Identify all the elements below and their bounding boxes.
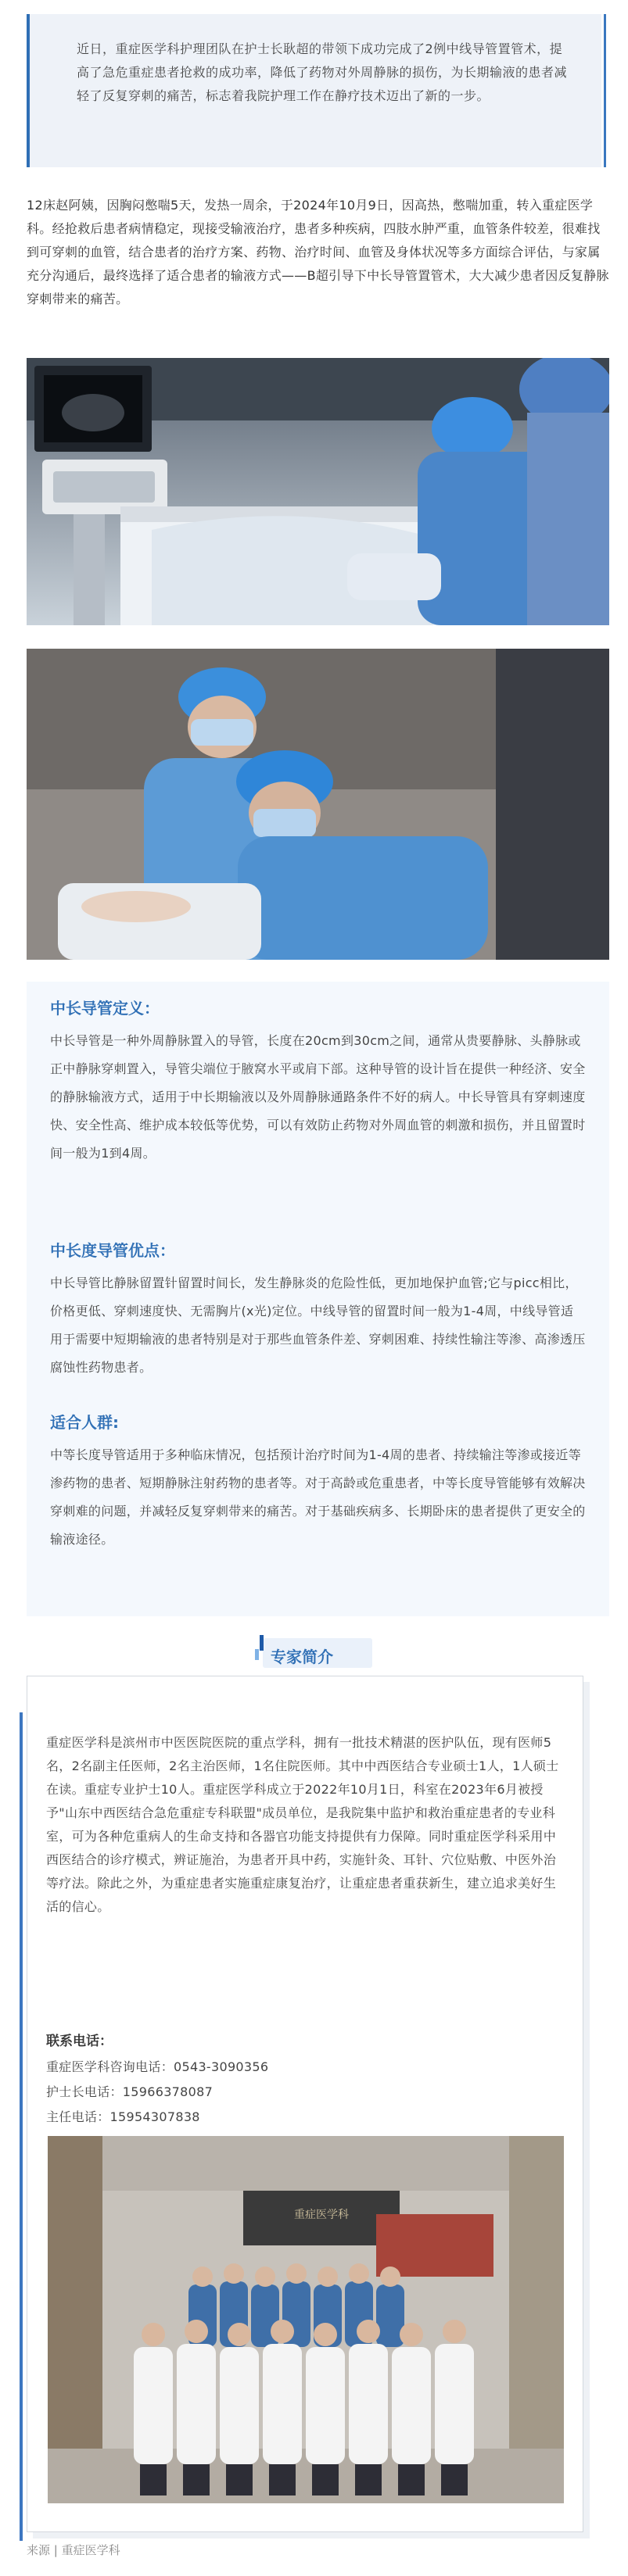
advantages-text: 中长导管比静脉留置针留置时间长，发生静脉炎的危险性低，更加地保护血管;它与picc相比，价格更低、穿刺速度快、无需胸片(x光)定位。中线导管的留置时间一般为1-4周，中线导管适用于需要中短期输液的患者特别是对于那些血管条件差、穿刺困难、持续性输注等渗、高渗透压腐蚀性药物患者。 bbox=[50, 1275, 586, 1375]
info-box bbox=[27, 982, 609, 1616]
intro-quote-text: 近日，重症医学科护理团队在护士长耿超的带领下成功完成了2例中线导管置管术，提高了急危重症患者抢救的成功率，降低了药物对外周静脉的损伤，为长期输液的患者减轻了反复穿刺的痛苦，标志着我院护理工作在静疗技术迈出了新的一步。 bbox=[77, 41, 568, 103]
contact-heading: 联系电话： bbox=[46, 2034, 113, 2049]
contact-director-phone: 主任电话：15954307838 bbox=[46, 2109, 200, 2124]
title-accent-mark bbox=[260, 1635, 264, 1651]
expert-title-text: 专家简介 bbox=[271, 1648, 333, 1666]
card-accent-edge bbox=[20, 1712, 23, 2541]
advantages-heading: 中长度导管优点： bbox=[50, 1241, 175, 1260]
contact-head-nurse-phone: 护士长电话：15966378087 bbox=[46, 2084, 214, 2099]
source-footer: 来源 | 重症医学科 bbox=[27, 2543, 120, 2557]
intro-quote-box bbox=[27, 14, 601, 167]
case-paragraph: 12床赵阿姨，因胸闷憋喘5天，发热一周余，于2024年10月9日，因高热，憋喘加重，转入重症医学科。经抢救后患者病情稳定，现接受输液治疗，患者多种疾病，四肢水肿严重，血管条件较差，很难找到可穿刺的血管，结合患者的治疗方案、药物、治疗时间、血管及身体状况等多方面综合评估，与家属充分沟通后，最终选择了适合患者的输液方式——B超引导下中长导管置管术，大大减少患者因反复静脉穿刺带来的痛苦。 bbox=[27, 198, 609, 306]
contact-consult-phone: 重症医学科咨询电话：0543-3090356 bbox=[46, 2059, 269, 2074]
expert-card bbox=[27, 1676, 583, 2532]
department-intro: 重症医学科是滨州市中医医院医院的重点学科，拥有一批技术精湛的医护队伍，现有医师5名，2名副主任医师，2名主治医师，1名住院医师。其中中西医结合专业硕士1人，1人硕士在读。重症专业护士10人。重症医学科成立于2022年10月1日，科室在2023年6月被授予"山东中西医结合急危重症专科联盟"成员单位，是我院集中监护和救治重症患者的专业科室，可为各种危重病人的生命支持和各器官功能支持提供有力保障。同时重症医学科采用中西医结合的诊疗模式，辨证施治，为患者开具中药，实施针灸、耳针、穴位贴敷、中医外治等疗法。除此之外，为重症患者实施重症康复治疗，让重症患者重获新生，建立追求美好生活的信心。 bbox=[46, 1735, 559, 1914]
procedure-photo-2 bbox=[27, 649, 609, 960]
audience-text: 中等长度导管适用于多种临床情况，包括预计治疗时间为1-4周的患者、持续输注等渗或接近等渗药物的患者、短期静脉注射药物的患者等。对于高龄或危重患者，中等长度导管能够有效解决穿刺难的问题，并减轻反复穿刺带来的痛苦。对于基础疾病多、长期卧床的患者提供了更安全的输液途径。 bbox=[50, 1447, 586, 1547]
door-sign-text: 重症医学科 bbox=[294, 2209, 349, 2221]
expert-section-title bbox=[252, 1632, 377, 1671]
team-group-photo bbox=[48, 2136, 564, 2503]
title-accent-mark-2 bbox=[255, 1649, 259, 1660]
procedure-photo-1 bbox=[27, 358, 609, 625]
audience-heading: 适合人群: bbox=[50, 1413, 119, 1432]
definition-text: 中长导管是一种外周静脉置入的导管，长度在20cm到30cm之间，通常从贵要静脉、头静脉或正中静脉穿刺置入，导管尖端位于腋窝水平或肩下部。这种导管的设计旨在提供一种经济、安全的静脉输液方式，适用于中长期输液以及外周静脉通路条件不好的病人。中长导管具有穿刺速度快、安全性高、维护成本较低等优势，可以有效防止药物对外周血管的刺激和损伤，并且留置时间一般为1到4周。 bbox=[50, 1033, 586, 1161]
quote-accent-bar bbox=[604, 14, 606, 167]
definition-heading: 中长导管定义： bbox=[50, 999, 160, 1018]
